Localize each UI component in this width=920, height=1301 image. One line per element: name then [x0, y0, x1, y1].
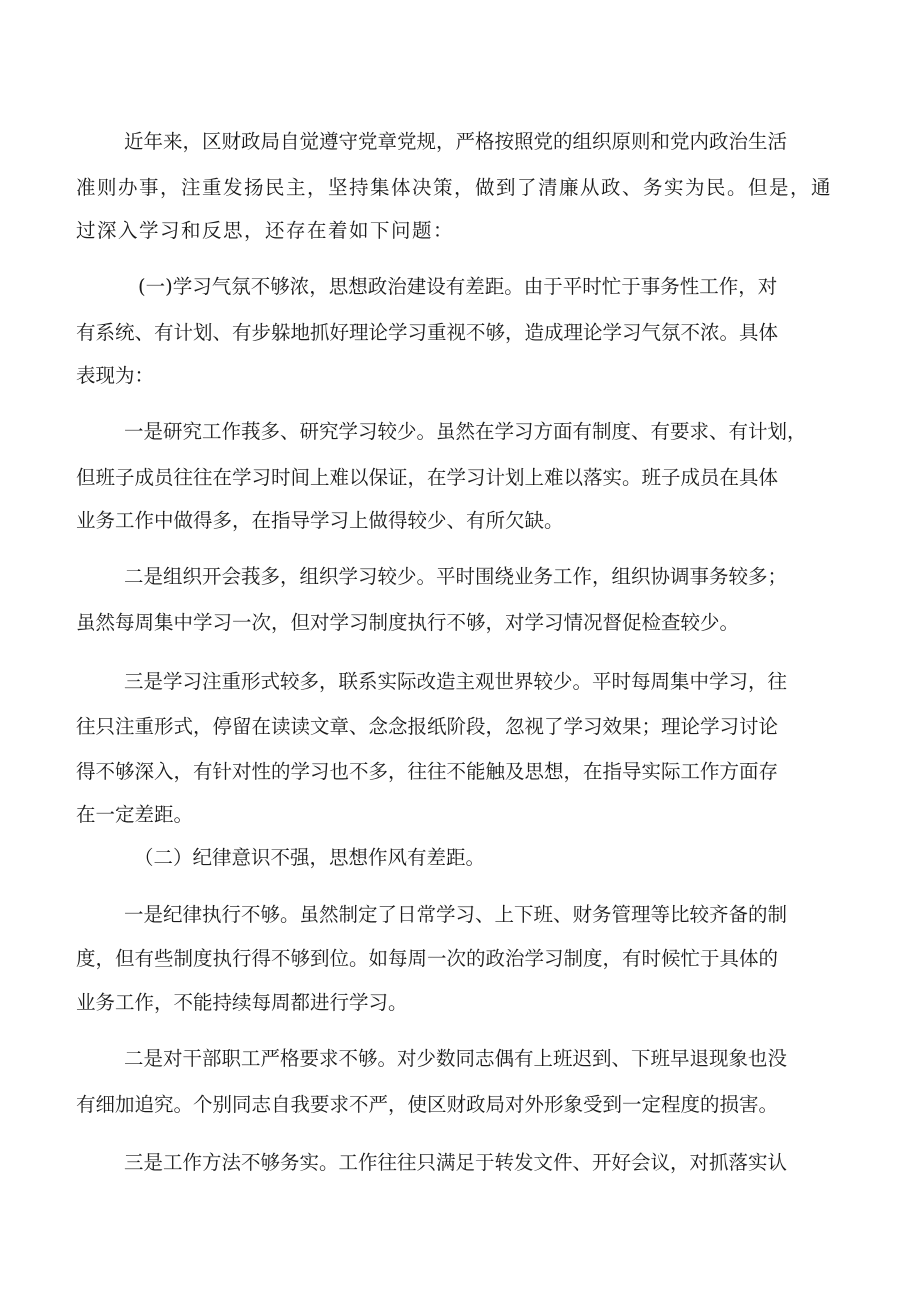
text-line-10: 二是组织开会莪多，组织学习较少。平时围绕业务工作，组织协调事务较多；	[124, 565, 788, 588]
text-line-3: 过深入学习和反思，还存在着如下问题：	[76, 219, 455, 242]
text-line-11: 虽然每周集中学习一次，但对学习制度执行不够，对学习情况督促检查较少。	[76, 611, 740, 634]
text-line-15: 在一定差距。	[76, 803, 194, 826]
text-line-6: 表现为：	[76, 364, 155, 387]
text-line-21: 有细加追究。个别同志自我要求不严，使区财政局对外形象受到一定程度的损害。	[76, 1093, 779, 1116]
section-heading-1: (一)学习气氛不够浓，思想政治建设有差距。由于平时忙于事务性工作，对	[138, 275, 778, 298]
text-line-7: 一是研究工作莪多、研究学习较少。虽然在学习方面有制度、有要求、有计划，	[124, 420, 807, 443]
text-line-1: 近年来，区财政局自觉遵守党章党规，严格按照党的组织原则和党内政治生活	[124, 130, 788, 153]
text-line-20: 二是对干部职工严格要求不够。对少数同志偶有上班迟到、下班早退现象也没	[124, 1047, 788, 1070]
text-line-13: 往只注重形式，停留在读读文章、念念报纸阶段，忽视了学习效果；理论学习讨论	[76, 715, 779, 738]
text-line-17: 一是纪律执行不够。虽然制定了日常学习、上下班、财务管理等比较齐备的制	[124, 903, 788, 926]
text-line-2: 准则办事，注重发扬民主，坚持集体决策，做到了清廉从政、务实为民。但是，通	[76, 176, 833, 199]
text-line-22: 三是工作方法不够务实。工作往往只满足于转发文件、开好会议，对抓落实认	[124, 1151, 788, 1174]
text-line-14: 得不够深入，有针对性的学习也不多，往往不能触及思想，在指导实际工作方面存	[76, 760, 779, 783]
text-line-18: 度，但有些制度执行得不够到位。如每周一次的政治学习制度，有时候忙于具体的	[76, 947, 779, 970]
text-line-5: 有系统、有计划、有步躲地抓好理论学习重视不够，造成理论学习气氛不浓。具体	[76, 321, 779, 344]
text-line-12: 三是学习注重形式较多，联系实际改造主观世界较少。平时每周集中学习，往	[124, 670, 788, 693]
text-line-8: 但班子成员往往在学习时间上难以保证，在学习计划上难以落实。班子成员在具体	[76, 466, 779, 489]
text-line-9: 业务工作中做得多，在指导学习上做得较少、有所欠缺。	[76, 509, 564, 532]
text-line-19: 业务工作，不能持续每周都进行学习。	[76, 991, 408, 1014]
section-heading-2: （二）纪律意识不强，思想作风有差距。	[134, 846, 486, 869]
